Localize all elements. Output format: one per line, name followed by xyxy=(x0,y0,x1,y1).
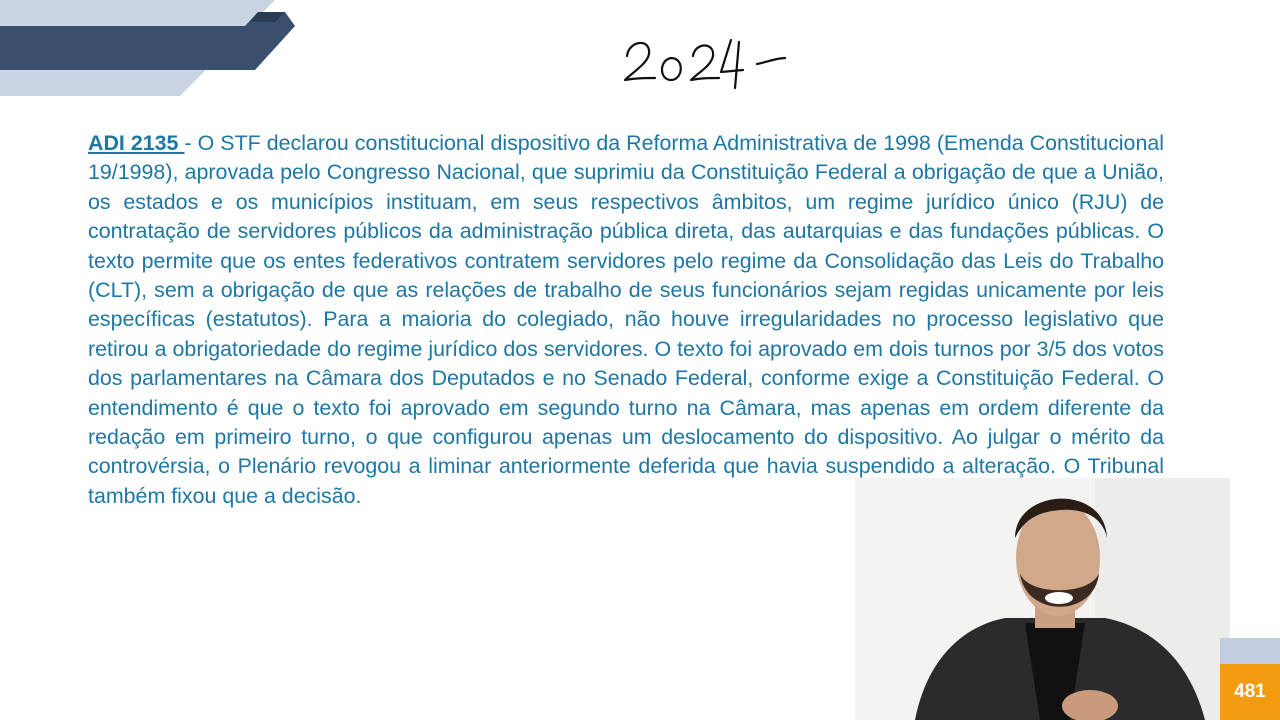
handwritten-annotation xyxy=(615,28,795,98)
presenter-figure xyxy=(855,478,1230,720)
presenter-webcam xyxy=(855,478,1230,720)
header-banner xyxy=(0,0,300,100)
paragraph-body: - O STF declarou constitucional dispositivo da Reforma Administrativa de 1998 (Emenda Constitucional 19/1998), aprovada pelo Congresso Nacional, que suprimiu da Constituição Federal a obrigação de que a União, os estados e os municípios instituam, em seus respectivos âmbitos, um regime jurídico único (RJU) de contratação de servidores públicos da administração pública direta, das autarquias e das fundações públicas. O texto permite que os entes federativos contratem servidores pelo regime da Consolidação das Leis do Trabalho (CLT), sem a obrigação de que as relações de trabalho de seus funcionários sejam regidas unicamente por leis específicas (estatutos). Para a maioria do colegiado, não houve irregularidades no processo legislativo que retirou a obrigatoriedade do regime jurídico dos servidores. O texto foi aprovado em dois turnos por 3/5 dos votos dos parlamentares na Câmara dos Deputados e no Senado Federal, conforme exige a Constituição Federal. O entendimento é que o texto foi aprovado em segundo turno na Câmara, mas apenas em ordem diferente da redação em primeiro turno, o que configurou apenas um deslocamento do dispositivo. Ao julgar o mérito da controvérsia, o Plenário revogou a liminar anteriormente deferida que havia suspendido a alteração. O Tribunal também fixou que a decisão. xyxy=(88,131,1164,508)
slide-paragraph xyxy=(88,129,1164,511)
page-corner xyxy=(1220,638,1280,720)
adi-2135-link[interactable]: ADI 2135 xyxy=(88,131,185,155)
page-corner-stripe xyxy=(1220,638,1280,664)
page-number-badge: 481 xyxy=(1220,664,1280,720)
